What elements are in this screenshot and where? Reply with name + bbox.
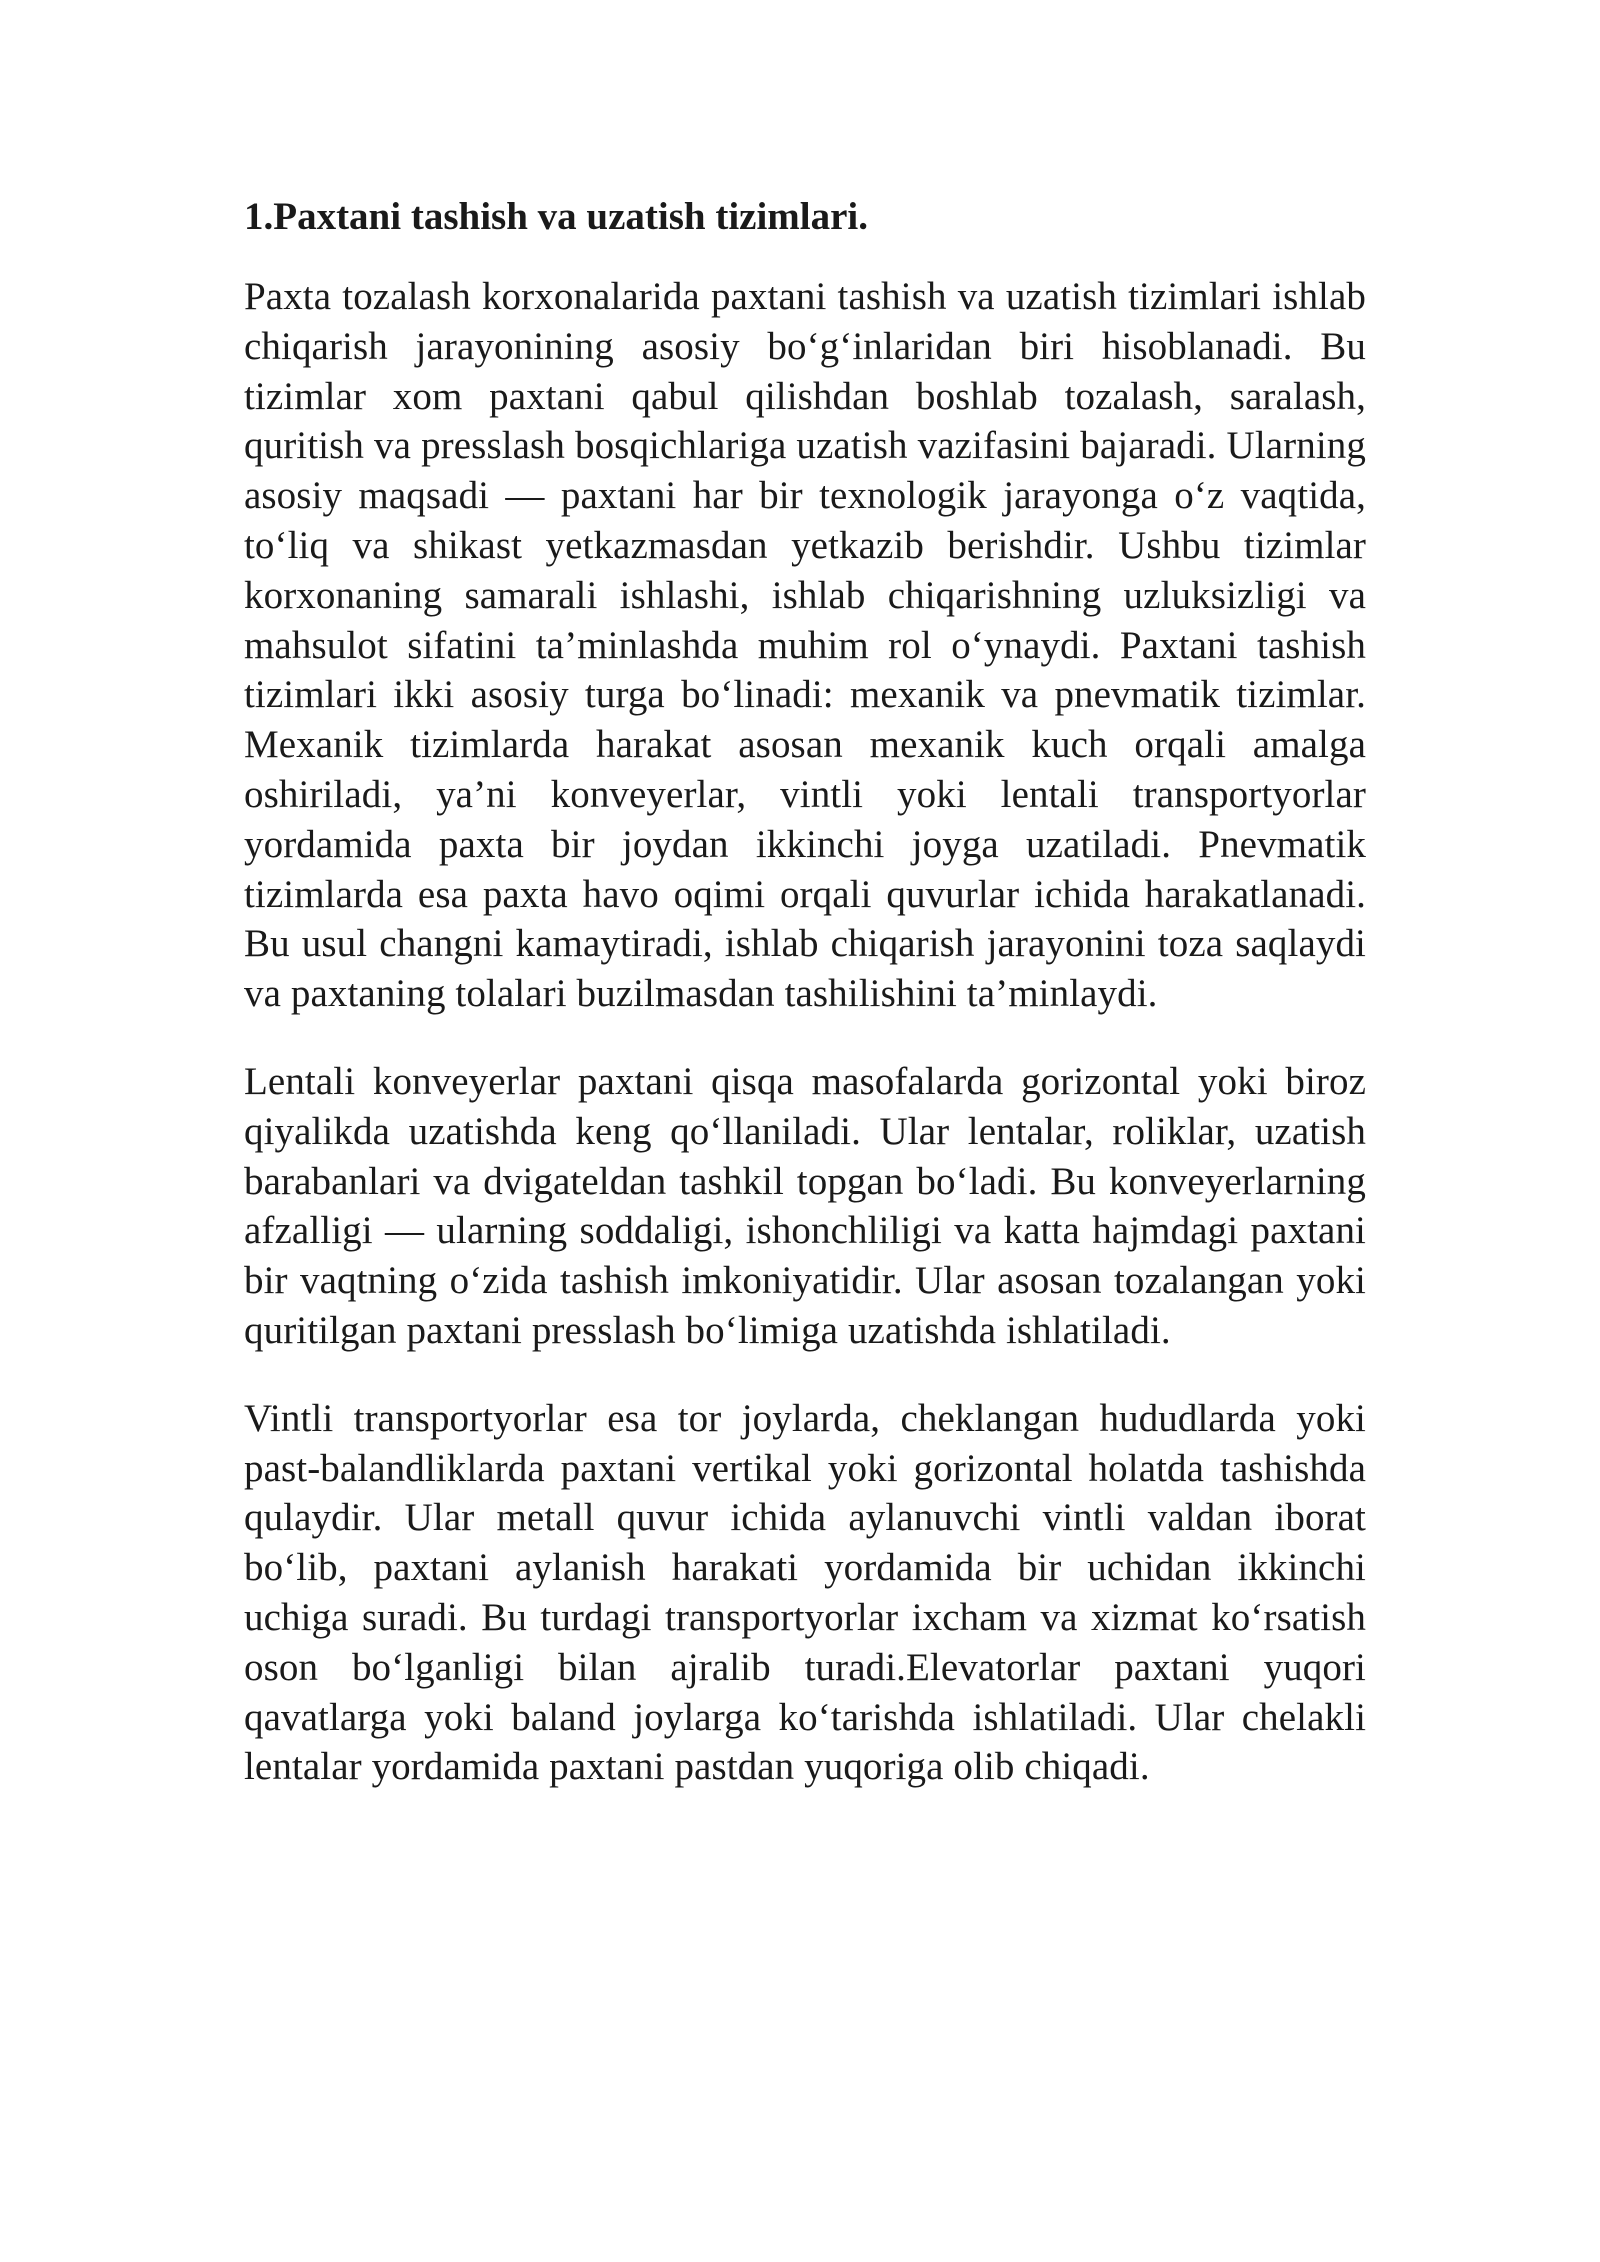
- paragraph-intro: Paxta tozalash korxonalarida paxtani tashish va uzatish tizimlari ishlab chiqarish jarayonining asosiy bo‘g‘inlaridan biri hisoblanadi. Bu tizimlar xom paxtani qabul qilishdan boshlab tozalash, saralash, quritish va presslash bosqichlariga uzatish vazifasini bajaradi. Ularning asosiy maqsadi — paxtani har bir texnologik jarayonga o‘z vaqtida, to‘liq va shikast yetkazmasdan yetkazib berishdir. Ushbu tizimlar korxonaning samarali ishlashi, ishlab chiqarishning uzluksizligi va mahsulot sifatini ta’minlashda muhim rol o‘ynaydi. Paxtani tashish tizimlari ikki asosiy turga bo‘linadi: mexanik va pnevmatik tizimlar. Mexanik tizimlarda harakat asosan mexanik kuch orqali amalga oshiriladi, ya’ni konveyerlar, vintli yoki lentali transportyorlar yordamida paxta bir joydan ikkinchi joyga uzatiladi. Pnevmatik tizimlarda esa paxta havo oqimi orqali quvurlar ichida harakatlanadi. Bu usul changni kamaytiradi, ishlab chiqarish jarayonini toza saqlaydi va paxtaning tolalari buzilmasdan tashilishini ta’minlaydi.: [244, 275, 1366, 1016]
- paragraph-belt-conveyors: Lentali konveyerlar paxtani qisqa masofalarda gorizontal yoki biroz qiyalikda uzatishda keng qo‘llaniladi. Ular lentalar, roliklar, uzatish barabanlari va dvigateldan tashkil topgan bo‘ladi. Bu konveyerlarning afzalligi — ularning soddaligi, ishonchliligi va katta hajmdagi paxtani bir vaqtning o‘zida tashish imkoniyatidir. Ular asosan tozalangan yoki quritilgan paxtani presslash bo‘limiga uzatishda ishlatiladi.: [244, 1059, 1366, 1352]
- document-body: [244, 192, 1366, 1830]
- section-heading: 1.Paxtani tashish va uzatish tizimlari.: [244, 195, 869, 238]
- paragraph-screw-conveyors: Vintli transportyorlar esa tor joylarda, cheklangan hududlarda yoki past-balandliklarda paxtani vertikal yoki gorizontal holatda tashishda qulaydir. Ular metall quvur ichida aylanuvchi vintli valdan iborat bo‘lib, paxtani aylanish harakati yordamida bir uchidan ikkinchi uchiga suradi. Bu turdagi transportyorlar ixcham va xizmat ko‘rsatish oson bo‘lganligi bilan ajralib turadi.Elevatorlar paxtani yuqori qavatlarga yoki baland joylarga ko‘tarishda ishlatiladi. Ular chelakli lentalar yordamida paxtani pastdan yuqoriga olib chiqadi.: [244, 1396, 1366, 1789]
